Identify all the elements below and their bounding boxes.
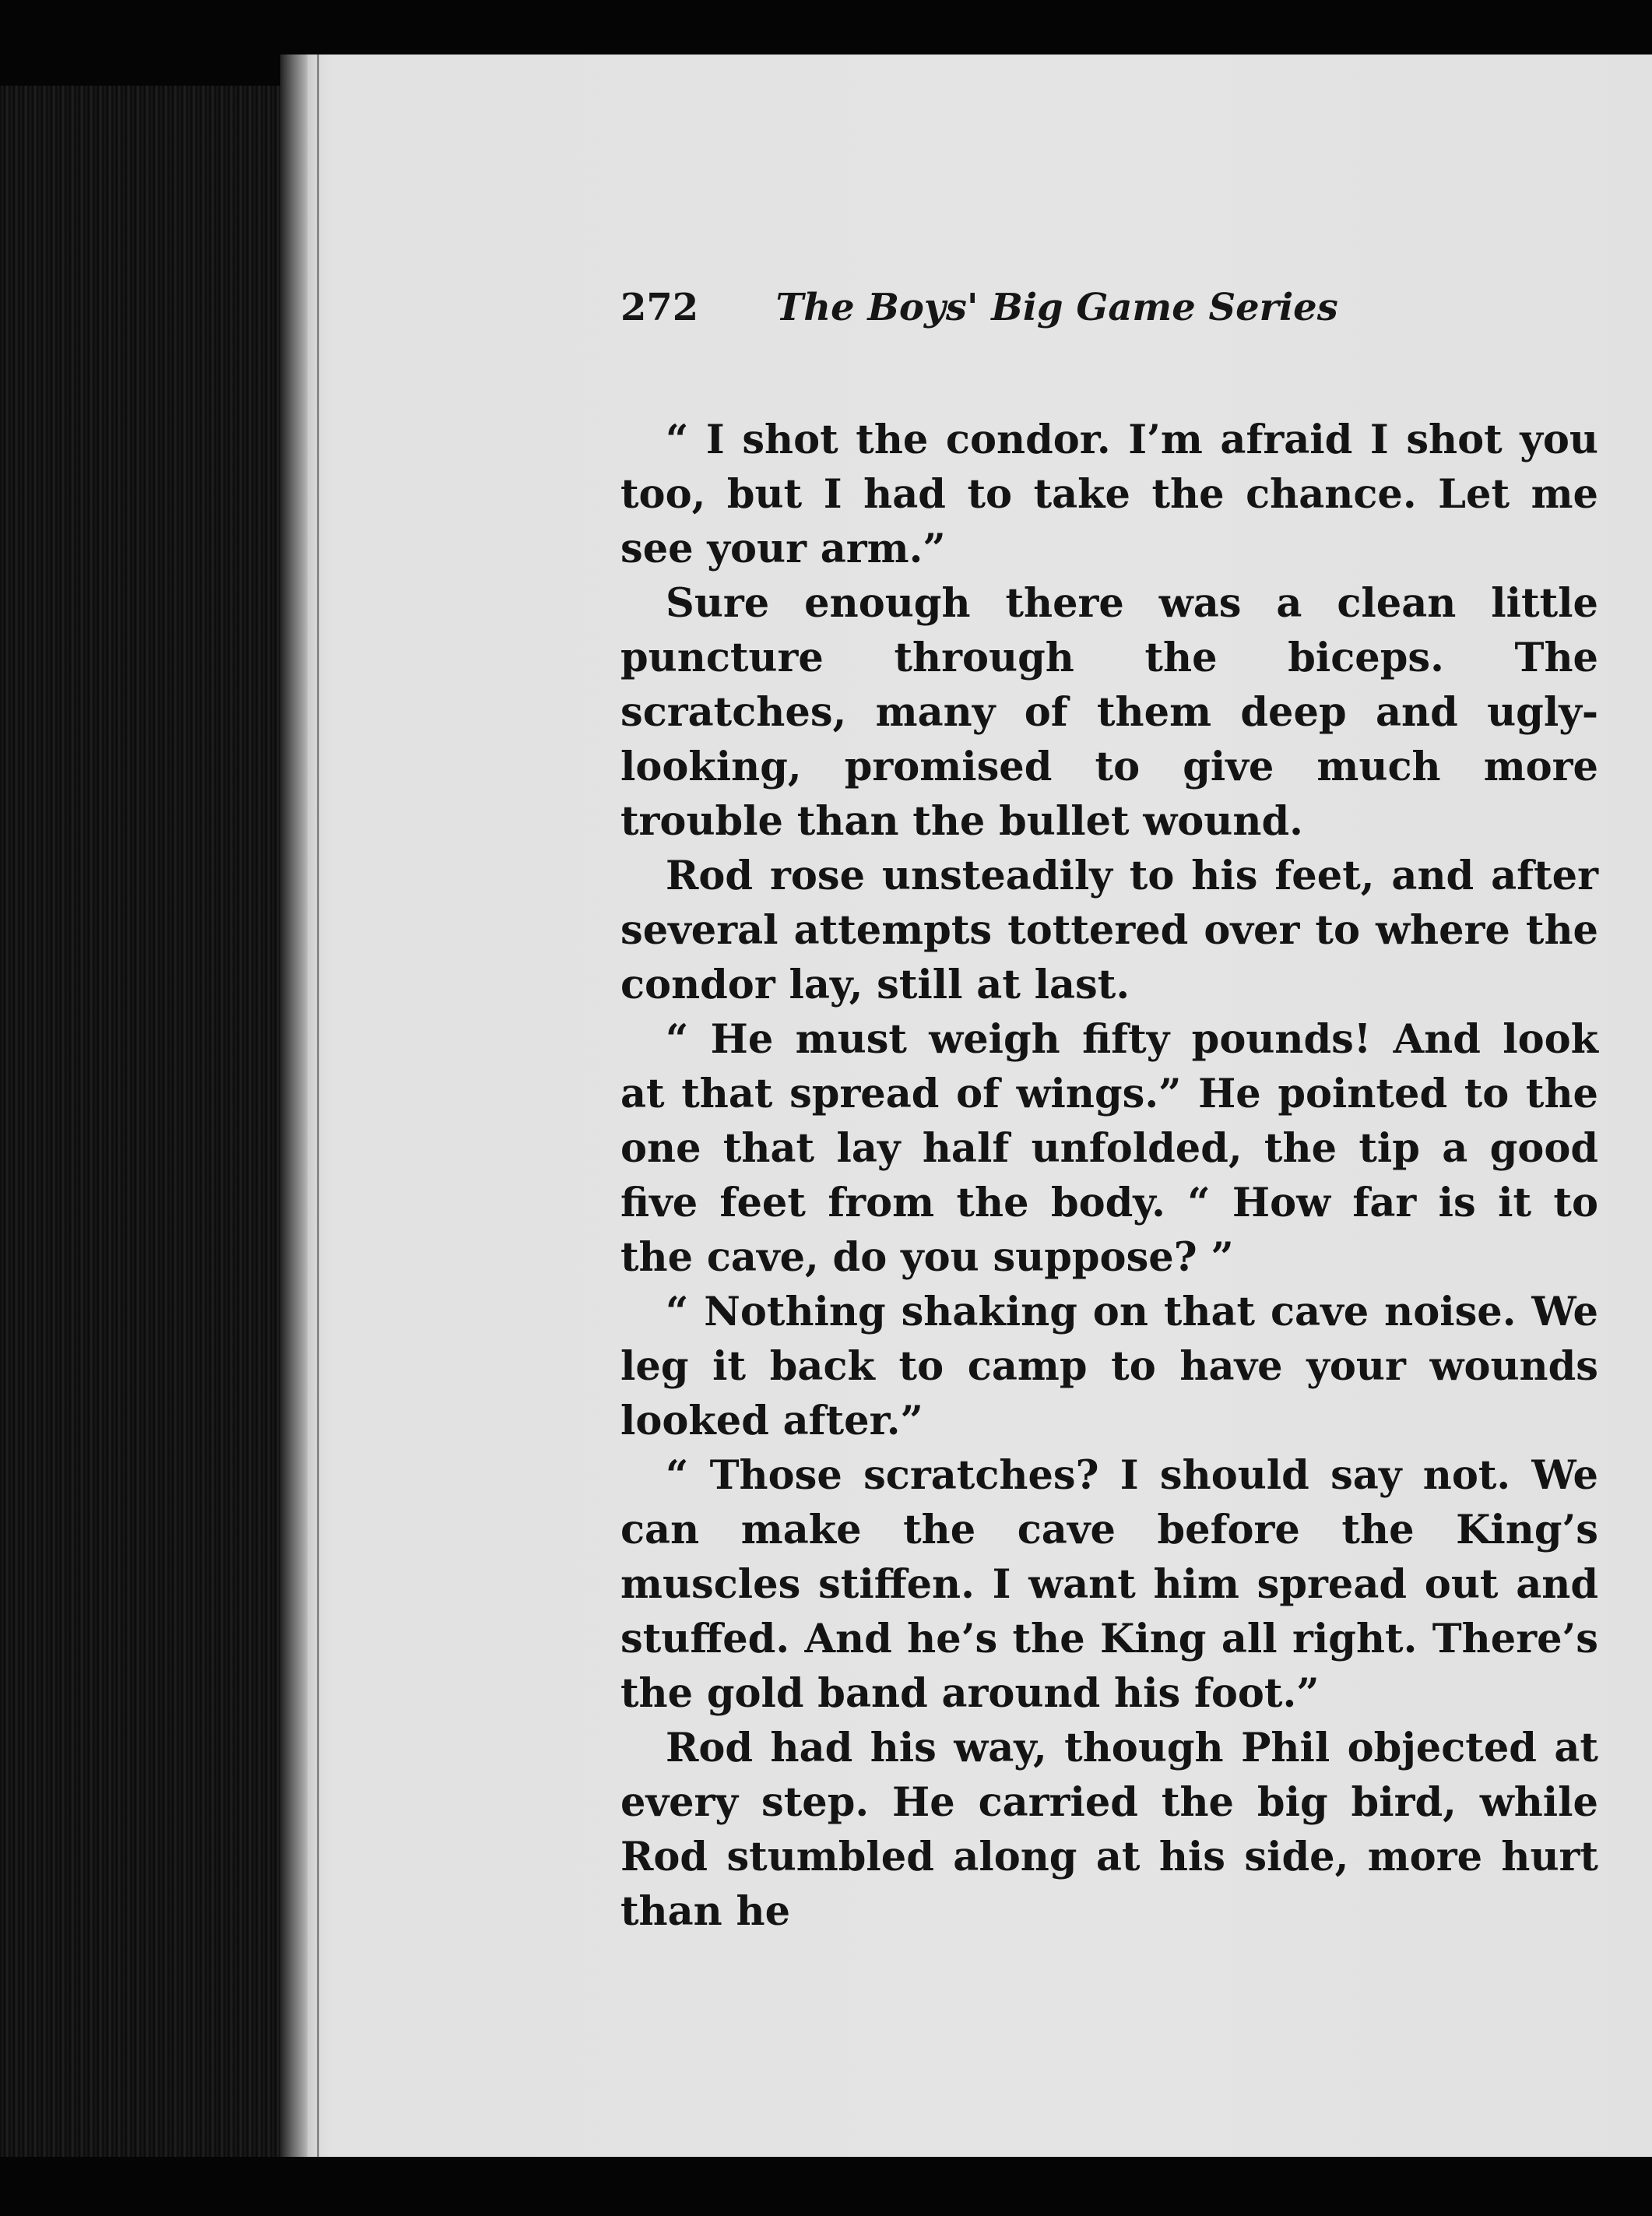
page-number: 272 bbox=[620, 286, 699, 329]
paragraph: Rod had his way, though Phil objected at every step. He carried the big bird, while Rod stumbled along at his side, more hurt than he bbox=[620, 1725, 1598, 1935]
running-title: The Boys' Big Game Series bbox=[775, 286, 1338, 329]
body-text bbox=[620, 413, 1598, 1939]
paragraph: “ I shot the condor. I’m afraid I shot you too, but I had to take the chance. Let me see your arm.” bbox=[620, 417, 1598, 572]
paragraph: Sure enough there was a clean little puncture through the biceps. The scratches, many of them deep and ugly-looking, promised to give much more trouble than the bullet wound. bbox=[620, 580, 1598, 845]
paragraph: “ Those scratches? I should say not. We can make the cave before the King’s muscles stiffen. I want him spread out and stuffed. And he’s the King all right. There’s the gold band around his foot.” bbox=[620, 1452, 1598, 1717]
paragraph: “ Nothing shaking on that cave noise. We leg it back to camp to have your wounds looked after.” bbox=[620, 1289, 1598, 1444]
book-page bbox=[308, 55, 1652, 2157]
page-margin-rule bbox=[317, 55, 319, 2157]
book-gutter bbox=[280, 55, 311, 2157]
book-page-edges bbox=[0, 86, 311, 2157]
paragraph: Rod rose unsteadily to his feet, and after several attempts tottered over to where the condor lay, still at last. bbox=[620, 853, 1598, 1008]
paragraph: “ He must weigh fifty pounds! And look at that spread of wings.” He pointed to the one that lay half unfolded, the tip a good five feet from the body. “ How far is it to the cave, do you suppose? ” bbox=[620, 1016, 1598, 1281]
page-header bbox=[620, 286, 1399, 329]
